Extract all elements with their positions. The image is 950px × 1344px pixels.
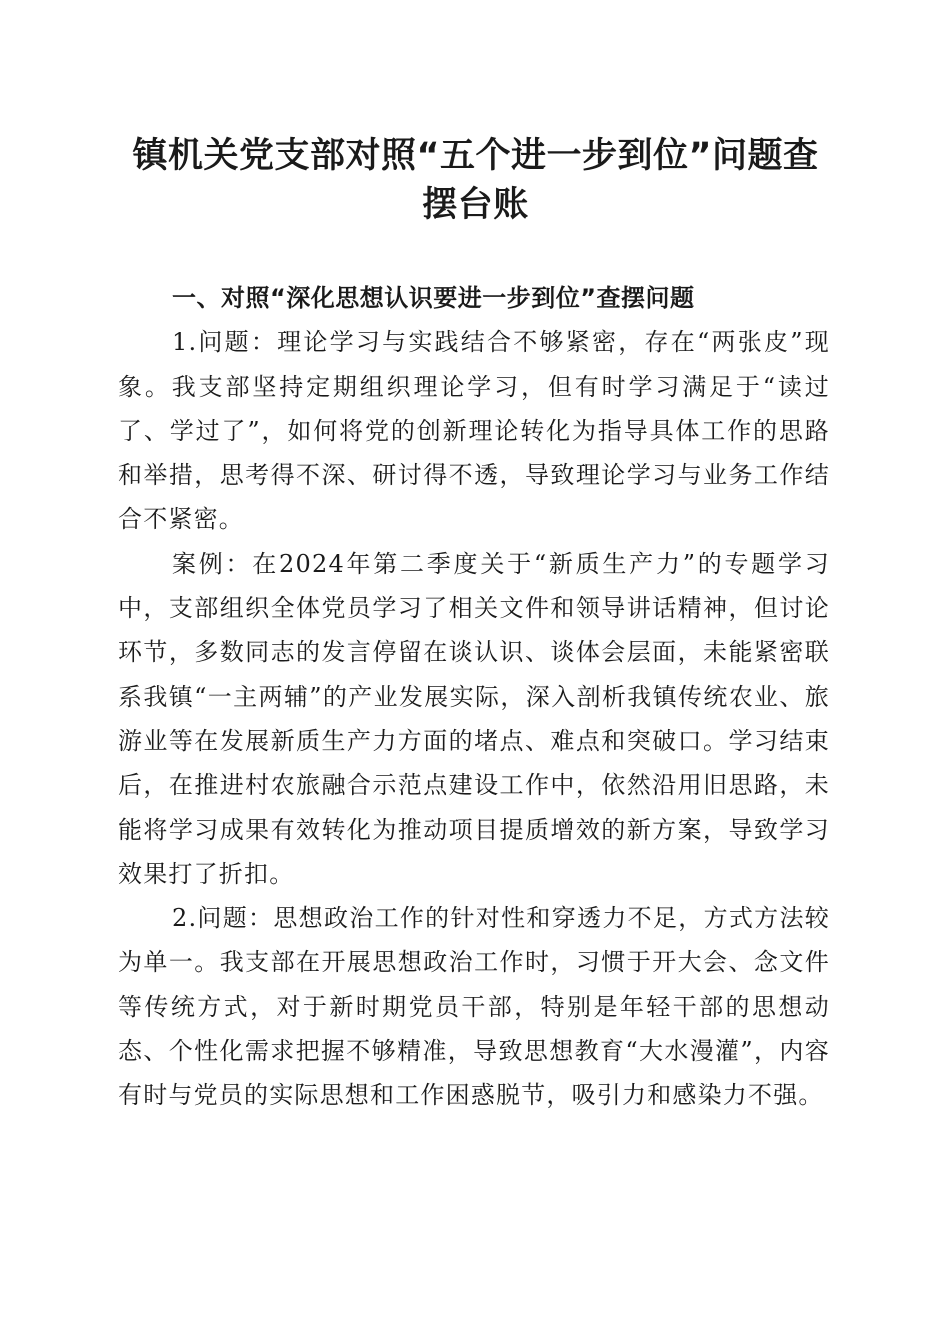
paragraph-case: 案例：在2024年第二季度关于“新质生产力”的专题学习中，支部组织全体党员学习了相关文件和领导讲话精神，但讨论环节，多数同志的发言停留在谈认识、谈体会层面，未能紧密联系我镇“一主两辅”的产业发展实际，深入剖析我镇传统农业、旅游业等在发展新质生产力方面的堵点、难点和突破口。学习结束后，在推进村农旅融合示范点建设工作中，依然沿用旧思路，未能将学习成果有效转化为推动项目提质增效的新方案，导致学习效果打了折扣。 (118, 549, 830, 888)
title-line-1: 镇机关党支部对照“五个进一步到位”问题查 (132, 136, 819, 176)
document-body (118, 276, 830, 1118)
paragraph-problem-2: 2.问题：思想政治工作的针对性和穿透力不足，方式方法较为单一。我支部在开展思想政治工作时，习惯于开大会、念文件等传统方式，对于新时期党员干部，特别是年轻干部的思想动态、个性化需求把握不够精准，导致思想教育“大水漫灌”，内容有时与党员的实际思想和工作困惑脱节，吸引力和感染力不强。 (118, 904, 830, 1110)
document-title (118, 132, 833, 230)
paragraph-problem-1: 1.问题：理论学习与实践结合不够紧密，存在“两张皮”现象。我支部坚持定期组织理论学习，但有时学习满足于“读过了、学过了”，如何将党的创新理论转化为指导具体工作的思路和举措，思考得不深、研讨得不透，导致理论学习与业务工作结合不紧密。 (118, 328, 830, 534)
title-line-2: 摆台账 (422, 185, 529, 225)
section-heading: 一、对照“深化思想认识要进一步到位”查摆问题 (172, 284, 695, 312)
